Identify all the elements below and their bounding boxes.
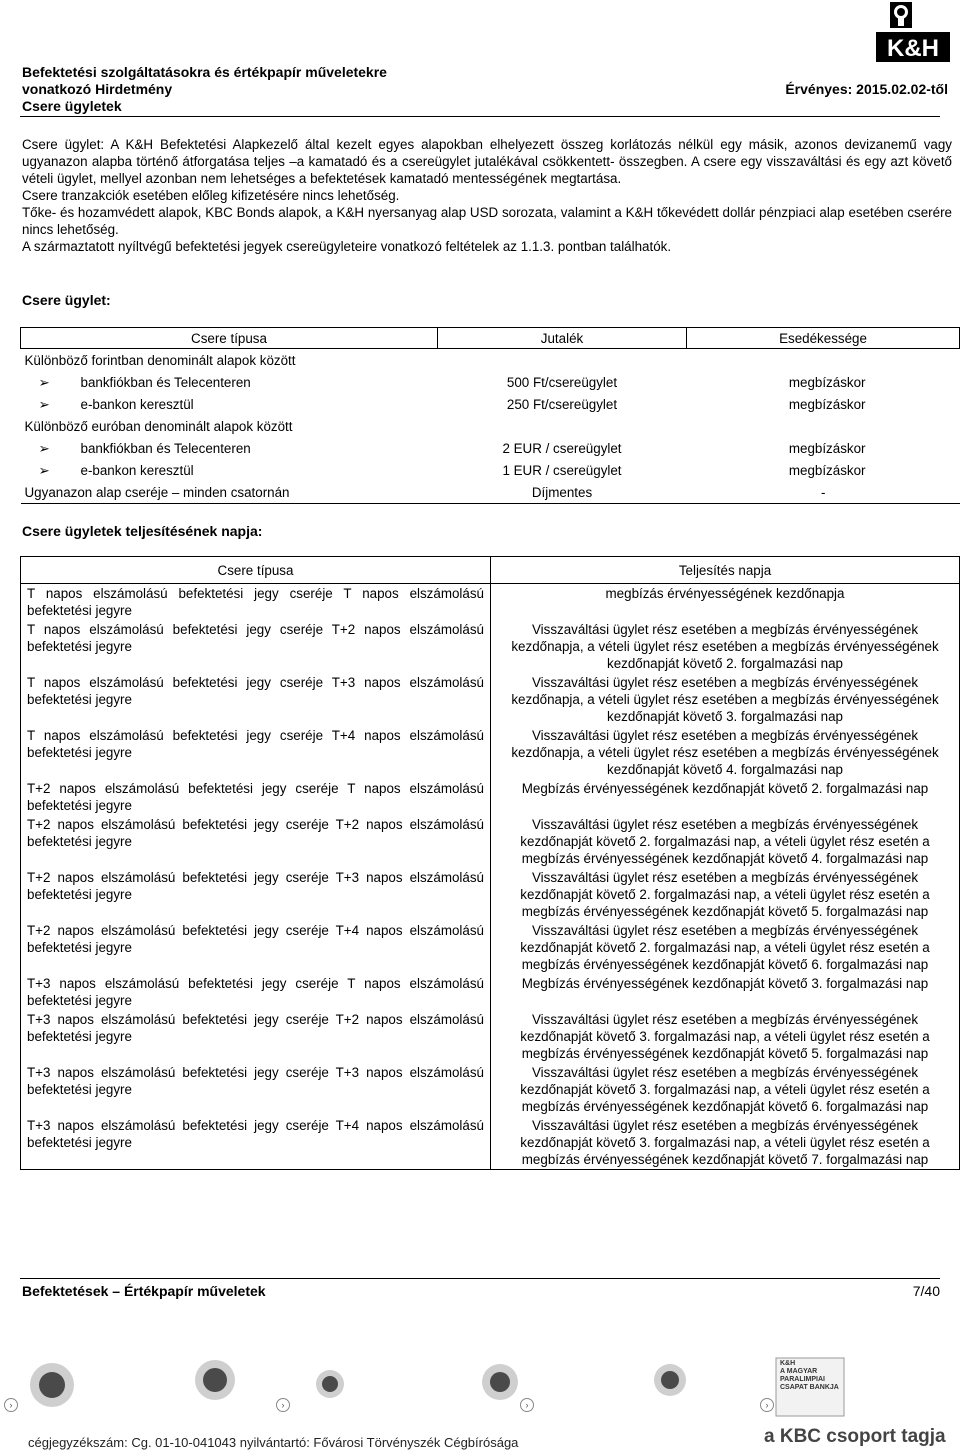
swap-type-cell: T napos elszámolású befektetési jegy cseréje T+4 napos elszámolású befektetési jegyre xyxy=(21,726,491,779)
column-header-due: Esedékessége xyxy=(687,328,960,349)
column-header-settlement-day: Teljesítés napja xyxy=(491,557,960,584)
fee-cell: 2 EUR / csereügylet xyxy=(502,440,622,456)
swap-type-cell: T+2 napos elszámolású befektetési jegy cseréje T napos elszámolású befektetési jegyre xyxy=(21,779,491,815)
table-row xyxy=(21,1010,960,1063)
logo-text: K&H xyxy=(887,35,939,62)
settlement-day-cell: Visszaváltási ügylet rész esetében a megbízás érvényességének kezdőnapját követő 3. forgalmazási nap, a vételi ügylet rész esetén a megbízás érvényességének kezdőnapját követő 7. forgalmazási nap xyxy=(520,1118,930,1167)
table-row xyxy=(21,868,960,921)
column-header-type: Csere típusa xyxy=(21,328,438,349)
header-section-title: Csere ügyletek xyxy=(22,98,122,114)
header-divider xyxy=(20,116,940,117)
arrow-circle-icon: › xyxy=(276,1398,290,1412)
settlement-day-cell: Visszaváltási ügylet rész esetében a megbízás érvényességének kezdőnapját követő 2. forgalmazási nap, a vételi ügylet rész esetén a megbízás érvényességének kezdőnapját követő 6. forgalmazási nap xyxy=(520,923,930,972)
group-label: Különböző euróban denominált alapok között xyxy=(24,418,293,434)
swap-type-cell: T napos elszámolású befektetési jegy cseréje T napos elszámolású befektetési jegyre xyxy=(21,584,491,621)
swap-type-cell: T+2 napos elszámolású befektetési jegy cseréje T+2 napos elszámolású befektetési jegyre xyxy=(21,815,491,868)
arrow-circle-icon: › xyxy=(4,1398,18,1412)
settlement-day-cell: Visszaváltási ügylet rész esetében a megbízás érvényességének kezdőnapját követő 3. forgalmazási nap, a vételi ügylet rész esetén a megbízás érvényességének kezdőnapját követő 6. forgalmazási nap xyxy=(520,1065,930,1114)
row-label: Ugyanazon alap cseréje – minden csatornán xyxy=(21,481,438,504)
settlement-table-body xyxy=(21,584,960,1170)
settlement-day-cell: Visszaváltási ügylet rész esetében a megbízás érvényességének kezdőnapját követő 3. forgalmazási nap, a vételi ügylet rész esetén a megbízás érvényességének kezdőnapját követő 5. forgalmazási nap xyxy=(520,1012,930,1061)
row-label-cell xyxy=(21,393,438,415)
swap-fee-table xyxy=(20,327,960,504)
badge-line: PARALIMPIAI xyxy=(780,1376,825,1383)
arrow-circle-icon: › xyxy=(760,1398,774,1412)
footer-section-title: Befektetések – Értékpapír műveletek xyxy=(22,1283,266,1299)
footer-divider xyxy=(20,1278,940,1279)
intro-paragraph: A származtatott nyíltvégű befektetési jegyek csereügyleteire vonatkozó feltételek az 1.1.3. pontban találhatók. xyxy=(22,239,672,254)
table-row xyxy=(21,584,960,621)
fee-cell: 1 EUR / csereügylet xyxy=(502,462,622,478)
group-label: Különböző forintban denominált alapok között xyxy=(24,352,296,368)
company-registration: cégjegyzékszám: Cg. 01-10-041043 nyilvántartó: Fővárosi Törvényszék Cégbírósága xyxy=(28,1435,519,1450)
table-row xyxy=(21,1116,960,1170)
arrow-bullet-icon: ➢ xyxy=(38,396,50,412)
row-label: e-bankon keresztül xyxy=(80,462,194,478)
table-row-group xyxy=(21,415,960,437)
header-title-line1: Befektetési szolgáltatásokra és értékpapír műveletekre xyxy=(22,64,387,80)
table-row xyxy=(21,815,960,868)
fee-cell: Díjmentes xyxy=(438,481,687,504)
swap-type-cell: T+3 napos elszámolású befektetési jegy cseréje T+3 napos elszámolású befektetési jegyre xyxy=(21,1063,491,1116)
intro-paragraph: Csere tranzakciók esetében előleg kifizetésére nincs lehetőség. xyxy=(22,188,400,203)
settlement-day-cell: megbízás érvényességének kezdőnapja xyxy=(605,586,845,601)
table-row xyxy=(21,459,960,481)
swap-type-cell: T+3 napos elszámolású befektetési jegy cseréje T+2 napos elszámolású befektetési jegyre xyxy=(21,1010,491,1063)
due-cell: megbízáskor xyxy=(788,440,866,456)
settlement-heading: Csere ügyletek teljesítésének napja: xyxy=(22,523,263,539)
paralympic-figures xyxy=(39,1368,679,1398)
kbc-group-tagline: a KBC csoport tagja xyxy=(764,1426,946,1447)
table-row xyxy=(21,779,960,815)
intro-text xyxy=(22,136,952,255)
settlement-day-cell: Megbízás érvényességének kezdőnapját követő 2. forgalmazási nap xyxy=(521,781,929,796)
due-cell: - xyxy=(687,481,960,504)
row-label: bankfiókban és Telecenteren xyxy=(80,374,251,390)
table-row-group xyxy=(21,349,960,372)
table-header-row xyxy=(21,328,960,349)
row-label: bankfiókban és Telecenteren xyxy=(80,440,251,456)
header-valid-from: Érvényes: 2015.02.02-től xyxy=(785,81,948,97)
due-cell: megbízáskor xyxy=(788,462,866,478)
table-row xyxy=(21,371,960,393)
table-header-row xyxy=(21,557,960,584)
table-row xyxy=(21,481,960,504)
swap-type-cell: T+3 napos elszámolású befektetési jegy cseréje T+4 napos elszámolású befektetési jegyre xyxy=(21,1116,491,1170)
fee-cell: 250 Ft/csereügylet xyxy=(506,396,618,412)
row-label: e-bankon keresztül xyxy=(80,396,194,412)
swap-type-cell: T napos elszámolású befektetési jegy cseréje T+3 napos elszámolású befektetési jegyre xyxy=(21,673,491,726)
arrow-bullet-icon: ➢ xyxy=(38,440,50,456)
arrow-bullet-icon: ➢ xyxy=(38,374,50,390)
table-row xyxy=(21,974,960,1010)
decorative-figures xyxy=(30,1360,686,1407)
table-row xyxy=(21,437,960,459)
row-label-cell xyxy=(21,459,438,481)
settlement-table xyxy=(20,556,960,1170)
swap-type-cell: T+2 napos elszámolású befektetési jegy cseréje T+4 napos elszámolású befektetési jegyre xyxy=(21,921,491,974)
table-row xyxy=(21,726,960,779)
table-row xyxy=(21,673,960,726)
swap-type-cell: T+2 napos elszámolású befektetési jegy cseréje T+3 napos elszámolású befektetési jegyre xyxy=(21,868,491,921)
settlement-day-cell: Visszaváltási ügylet rész esetében a megbízás érvényességének kezdőnapját követő 2. forgalmazási nap, a vételi ügylet rész esetén a megbízás érvényességének kezdőnapját követő 4. forgalmazási nap xyxy=(520,817,930,866)
row-label-cell xyxy=(21,437,438,459)
page-number: 7/40 xyxy=(912,1283,940,1299)
badge-line: K&H xyxy=(780,1360,796,1367)
table-row xyxy=(21,393,960,415)
settlement-day-cell: Visszaváltási ügylet rész esetében a megbízás érvényességének kezdőnapja, a vételi ügylet rész esetében a megbízás érvényességének kezdőnapját követő 4. forgalmazási nap xyxy=(511,728,939,777)
due-cell: megbízáskor xyxy=(788,374,866,390)
header-title-line2: vonatkozó Hirdetmény xyxy=(22,81,173,97)
settlement-day-cell: Visszaváltási ügylet rész esetében a megbízás érvényességének kezdőnapja, a vételi ügylet rész esetében a megbízás érvényességének kezdőnapját követő 3. forgalmazási nap xyxy=(511,675,939,724)
arrow-bullet-icon: ➢ xyxy=(38,462,50,478)
fee-cell: 500 Ft/csereügylet xyxy=(506,374,618,390)
table-row xyxy=(21,1063,960,1116)
swap-type-cell: T+3 napos elszámolású befektetési jegy cseréje T napos elszámolású befektetési jegyre xyxy=(21,974,491,1010)
intro-paragraph: Csere ügylet: A K&H Befektetési Alapkezelő által kezelt egyes alapokban elhelyezett összeg korlátozás nélkül egy másik, azonos devizanemű vagy ugyanazon alapba történő átforgatása teljes –a kamatadó és a csereügylet jutalékával csökkentett- összegben. A csere egy visszaváltási és egy azt követő vételi ügylet, mellyel azonban nem lehetséges a befektetések kamatadó mentességének megtartása. xyxy=(22,137,952,186)
row-label-cell xyxy=(21,371,438,393)
table-row xyxy=(21,921,960,974)
column-header-type: Csere típusa xyxy=(21,557,491,584)
swap-type-cell: T napos elszámolású befektetési jegy cseréje T+2 napos elszámolású befektetési jegyre xyxy=(21,620,491,673)
column-header-fee: Jutalék xyxy=(438,328,687,349)
badge-line: A MAGYAR xyxy=(780,1368,818,1375)
settlement-day-cell: Visszaváltási ügylet rész esetében a megbízás érvényességének kezdőnapját követő 2. forgalmazási nap, a vételi ügylet rész esetén a megbízás érvényességének kezdőnapját követő 5. forgalmazási nap xyxy=(520,870,930,919)
intro-paragraph: Tőke- és hozamvédett alapok, KBC Bonds alapok, a K&H nyersanyag alap USD sorozata, valamint a K&H tőkevédett dollár pénzpiaci alap esetében cserére nincs lehetőség. xyxy=(22,205,952,237)
settlement-day-cell: Megbízás érvényességének kezdőnapját követő 3. forgalmazási nap xyxy=(521,976,929,991)
settlement-day-cell: Visszaváltási ügylet rész esetében a megbízás érvényességének kezdőnapja, a vételi ügylet rész esetében a megbízás érvényességének kezdőnapját követő 2. forgalmazási nap xyxy=(511,622,939,671)
table-row xyxy=(21,620,960,673)
due-cell: megbízáskor xyxy=(788,396,866,412)
swap-heading: Csere ügylet: xyxy=(22,292,111,308)
paralympic-badge xyxy=(780,1360,840,1420)
kh-logo xyxy=(862,0,952,64)
arrow-circle-icon: › xyxy=(520,1398,534,1412)
badge-line: CSAPAT BANKJA xyxy=(780,1384,839,1391)
